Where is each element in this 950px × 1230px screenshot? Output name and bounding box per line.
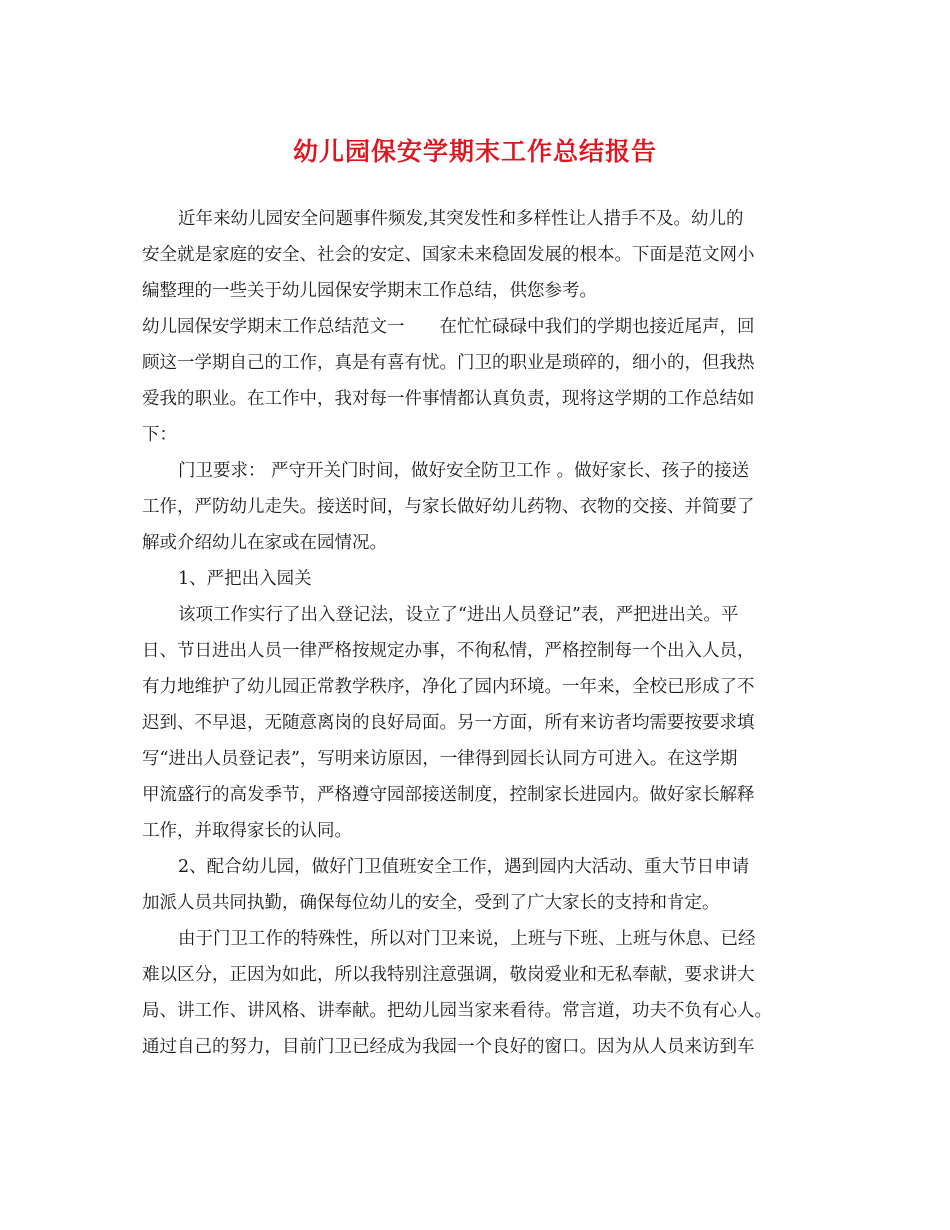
paragraph-line: 门卫要求： 严守开关门时间，做好安全防卫工作 。做好家长、孩子的接送 [178, 461, 750, 481]
section-heading: 1、严把出入园关 [178, 569, 312, 589]
paragraph-line: 加派人员共同执勤，确保每位幼儿的安全，受到了广大家长的支持和肯定。 [142, 893, 720, 913]
document-title: 幼儿园保安学期末工作总结报告 [292, 137, 657, 166]
paragraph-line: 工作，严防幼儿走失。接送时间，与家长做好幼儿药物、衣物的交接、并简要了 [142, 497, 755, 517]
paragraph-line: 安全就是家庭的安全、社会的安定、国家未来稳固发展的根本。下面是范文网小 [142, 245, 755, 265]
paragraph-line: 由于门卫工作的特殊性，所以对门卫来说，上班与下班、上班与休息、已经 [178, 929, 756, 949]
paragraph-line: 顾这一学期自己的工作，真是有喜有忧。门卫的职业是琐碎的，细小的，但我热 [142, 353, 755, 373]
paragraph-line: 下： [142, 425, 177, 445]
paragraph-line: 写“进出人员登记表”，写明来访原因，一律得到园长认同方可进入。在这学期 [142, 749, 738, 769]
paragraph-line: 爱我的职业。在工作中，我对每一件事情都认真负责，现将这学期的工作总结如 [142, 389, 755, 409]
paragraph-line: 通过自己的努力，目前门卫已经成为我园一个良好的窗口。因为从人员来访到车 [142, 1037, 755, 1057]
paragraph-line: 幼儿园保安学期末工作总结范文一 在忙忙碌碌中我们的学期也接近尾声，回 [142, 317, 755, 337]
paragraph-line: 局、讲工作、讲风格、讲奉献。把幼儿园当家来看待。常言道，功夫不负有心人。 [142, 1001, 772, 1021]
paragraph-line: 解或介绍幼儿在家或在园情况。 [142, 533, 387, 553]
paragraph-line: 有力地维护了幼儿园正常教学秩序，净化了园内环境。一年来，全校已形成了不 [142, 677, 755, 697]
paragraph-line: 工作，并取得家长的认同。 [142, 821, 352, 841]
paragraph-line: 日、节日进出人员一律严格按规定办事，不徇私情，严格控制每一个出入人员， [142, 641, 755, 661]
paragraph-line: 近年来幼儿园安全问题事件频发,其突发性和多样性让人措手不及。幼儿的 [178, 209, 744, 229]
paragraph-line: 编整理的一些关于幼儿园保安学期末工作总结，供您参考。 [142, 281, 597, 301]
paragraph-line: 该项工作实行了出入登记法，设立了“进出人员登记”表，严把进出关。平 [178, 605, 739, 625]
paragraph-line: 迟到、不早退，无随意离岗的良好局面。另一方面，所有来访者均需要按要求填 [142, 713, 755, 733]
paragraph-line: 难以区分，正因为如此，所以我特别注意强调，敬岗爱业和无私奉献，要求讲大 [142, 965, 755, 985]
paragraph-line: 2、配合幼儿园，做好门卫值班安全工作，遇到园内大活动、重大节日申请 [178, 857, 750, 877]
paragraph-line: 甲流盛行的高发季节，严格遵守园部接送制度，控制家长进园内。做好家长解释 [142, 785, 755, 805]
